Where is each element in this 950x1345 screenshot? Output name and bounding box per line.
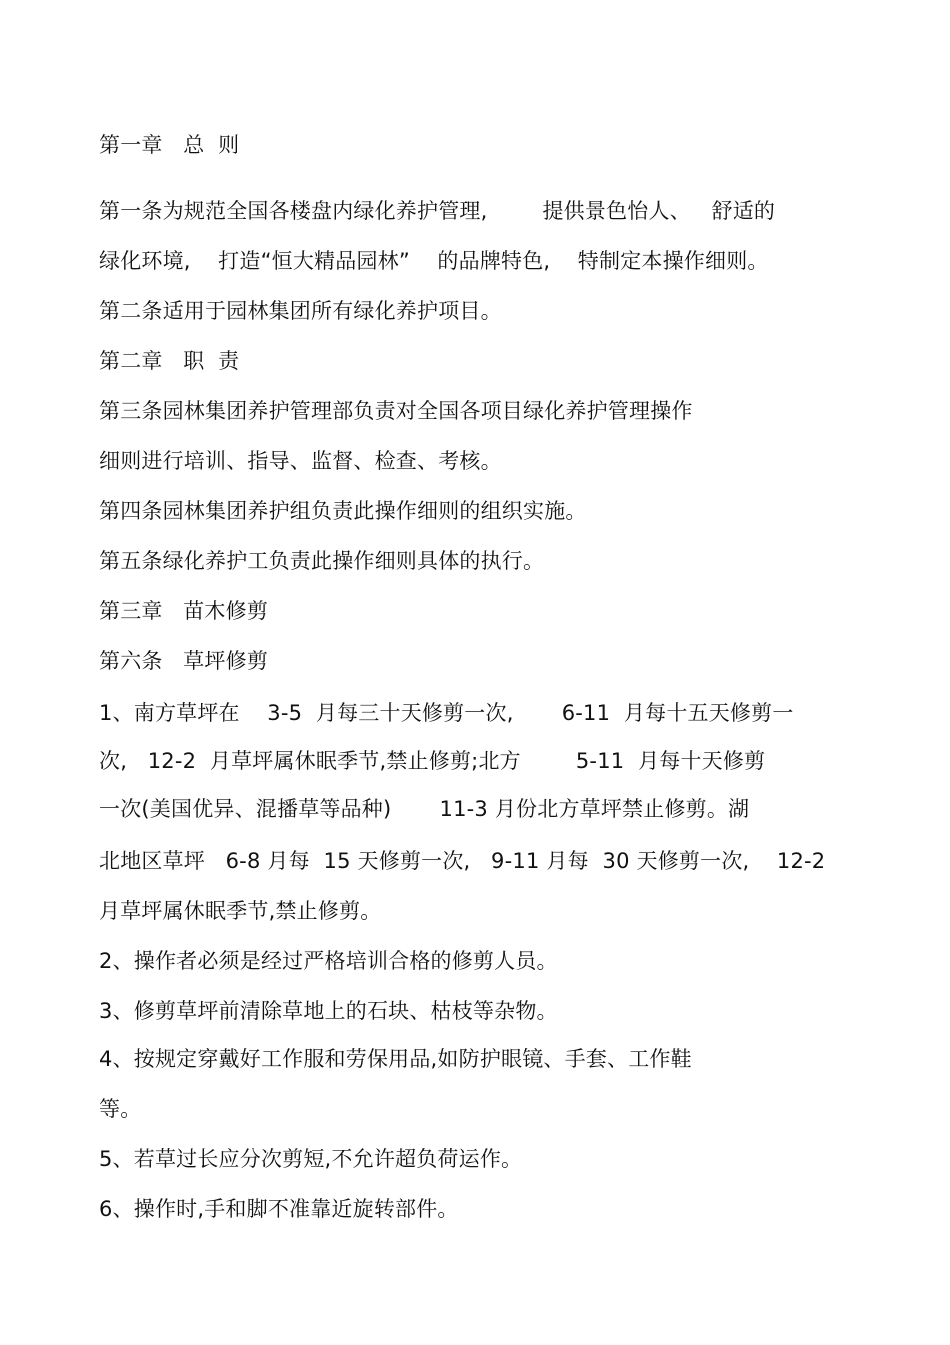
article-5: 第五条绿化养护工负责此操作细则具体的执行。 [99, 549, 545, 573]
article-6-heading: 第六条 草坪修剪 [99, 649, 269, 673]
article-3-line-2: 细则进行培训、指导、监督、检查、考核。 [99, 449, 502, 473]
item-2: 2、操作者必须是经过严格培训合格的修剪人员。 [99, 949, 558, 973]
article-1-line-1: 第一条为规范全国各楼盘内绿化养护管理, 提供景色怡人、 舒适的 [99, 199, 776, 223]
item-6: 6、操作时,手和脚不准靠近旋转部件。 [99, 1197, 459, 1221]
item-1-line-5: 月草坪属休眠季节,禁止修剪。 [99, 899, 382, 923]
article-2: 第二条适用于园林集团所有绿化养护项目。 [99, 299, 502, 323]
item-1-line-3: 一次(美国优异、混播草等品种) 11-3 月份北方草坪禁止修剪。湖 [99, 797, 750, 821]
item-4-line-2: 等。 [99, 1097, 142, 1121]
item-5: 5、若草过长应分次剪短,不允许超负荷运作。 [99, 1147, 523, 1171]
item-3: 3、修剪草坪前清除草地上的石块、枯枝等杂物。 [99, 999, 558, 1023]
item-4-line-1: 4、按规定穿戴好工作服和劳保用品,如防护眼镜、手套、工作鞋 [99, 1047, 692, 1071]
item-1-line-4: 北地区草坪 6-8 月每 15 天修剪一次, 9-11 月每 30 天修剪一次, 12-2 [99, 849, 826, 873]
item-1-line-1: 1、南方草坪在 3-5 月每三十天修剪一次, 6-11 月每十五天修剪一 [99, 701, 794, 725]
chapter-1-heading: 第一章 总 则 [99, 133, 240, 157]
article-1-line-2: 绿化环境, 打造“恒大精品园林” 的品牌特色, 特制定本操作细则。 [99, 249, 769, 273]
chapter-3-heading: 第三章 苗木修剪 [99, 599, 269, 623]
article-3-line-1: 第三条园林集团养护管理部负责对全国各项目绿化养护管理操作 [99, 399, 693, 423]
chapter-2-heading: 第二章 职 责 [99, 349, 240, 373]
item-1-line-2: 次, 12-2 月草坪属休眠季节,禁止修剪;北方 5-11 月每十天修剪 [99, 749, 766, 773]
article-4: 第四条园林集团养护组负责此操作细则的组织实施。 [99, 499, 587, 523]
